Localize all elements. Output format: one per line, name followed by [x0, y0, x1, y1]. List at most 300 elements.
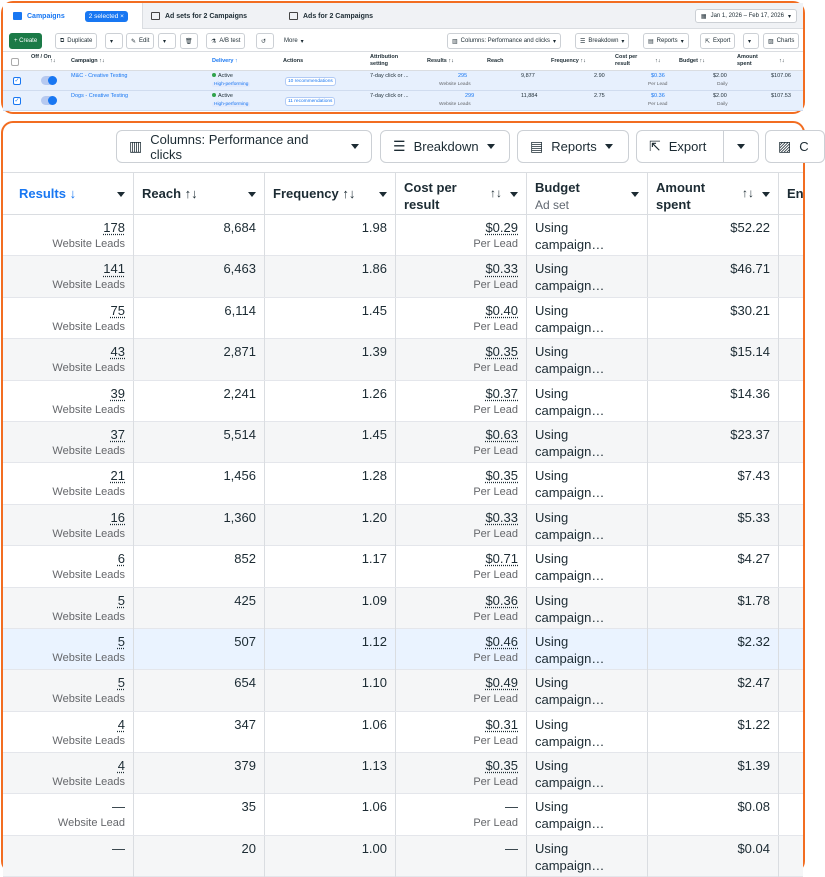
header-cpr[interactable]: [396, 173, 527, 216]
reports-icon: ▤: [648, 38, 654, 45]
frequency-cell: [265, 588, 396, 629]
table-row[interactable]: [3, 339, 803, 380]
edit-label: Edit: [139, 38, 150, 44]
campaign-toggle[interactable]: [41, 76, 57, 85]
cost-per-result-cell: [396, 215, 527, 256]
header-budget[interactable]: Budget ↑↓: [679, 58, 705, 64]
results-cell: [3, 339, 134, 380]
results-value[interactable]: 141: [103, 261, 125, 277]
export-icon: ⇱: [705, 38, 711, 45]
more-button[interactable]: [279, 33, 309, 49]
duplicate-dropdown[interactable]: [105, 33, 123, 49]
budget-cell: [527, 546, 648, 587]
export-dropdown[interactable]: [723, 130, 759, 163]
cost-per-result-cell: [396, 339, 527, 380]
results-cell: [3, 256, 134, 297]
reach-cell: [134, 215, 265, 256]
budget-value: Using campaign…: [535, 799, 605, 832]
budget-cell: [527, 670, 648, 711]
amount-spent-cell: [648, 422, 779, 463]
cost-per-result-value[interactable]: $0.35: [485, 344, 518, 360]
table-row[interactable]: [3, 256, 803, 297]
results-value[interactable]: 5: [117, 675, 125, 691]
charts-label: Charts: [776, 38, 795, 44]
tab-bar: [3, 3, 803, 29]
frequency-cell: [265, 712, 396, 753]
create-button[interactable]: [9, 33, 42, 49]
breakdown-icon: ☰: [580, 38, 586, 45]
results-unit: Website Leads: [52, 569, 125, 582]
cost-per-result-value[interactable]: $0.49: [485, 675, 518, 691]
campaign-table-header: [3, 51, 803, 71]
amount-spent-value: $1.22: [737, 716, 770, 732]
budget-value: Using campaign…: [535, 758, 605, 791]
frequency-value: 1.86: [361, 261, 387, 277]
budget-value: Using campaign…: [535, 385, 605, 418]
budget-cell: [527, 505, 648, 546]
cost-per-result-unit: Per Lead: [473, 776, 518, 789]
cost-per-result-unit: Per Lead: [473, 734, 518, 747]
chevron-down-icon: [351, 144, 359, 149]
row-checkbox[interactable]: ✓: [14, 78, 20, 84]
campaign-row[interactable]: [3, 91, 803, 111]
results-cell: [3, 712, 134, 753]
ab-test-button[interactable]: [206, 33, 245, 49]
results-value[interactable]: 39: [110, 385, 125, 401]
results-unit: Website Leads: [52, 651, 125, 664]
chevron-down-icon: ▾: [748, 38, 752, 45]
delivery-status: [212, 93, 233, 99]
budget-unit: Daily: [717, 102, 728, 107]
results-value[interactable]: 299: [465, 93, 475, 99]
export-label: Export: [668, 139, 707, 154]
breakdown-label: Breakdown: [588, 38, 619, 44]
cost-per-result-unit: Per Lead: [473, 444, 518, 457]
cpr-value[interactable]: $0.36: [651, 93, 665, 99]
header-frequency[interactable]: [265, 173, 396, 216]
amount-spent-value: $23.37: [730, 426, 770, 442]
chart-icon: ▨: [778, 138, 792, 154]
header-frequency-label: Frequency ↑↓: [273, 186, 356, 201]
results-value[interactable]: 4: [117, 758, 125, 774]
cost-per-result-value[interactable]: $0.35: [485, 468, 518, 484]
frequency-cell: [265, 422, 396, 463]
export-button[interactable]: [700, 33, 735, 49]
recommendations-badge[interactable]: 10 recommendations: [285, 77, 336, 86]
reach-value: 20: [241, 840, 256, 856]
results-unit: Website Leads: [52, 486, 125, 499]
reach-cell: [134, 794, 265, 835]
frequency-value: 1.06: [361, 716, 387, 732]
cost-per-result-unit: Per Lead: [473, 651, 518, 664]
amount-spent-value: $15.14: [730, 344, 770, 360]
attribution-setting: 7-day click or ...: [370, 73, 409, 79]
export-dropdown[interactable]: [743, 33, 759, 49]
amount-spent-value: $1.39: [737, 758, 770, 774]
amount-spent-value: $46.71: [730, 261, 770, 277]
results-unit: Website Leads: [52, 279, 125, 292]
select-all-checkbox[interactable]: [11, 58, 19, 66]
header-results[interactable]: [3, 173, 134, 216]
budget-cell: [527, 339, 648, 380]
chevron-down-icon: [737, 144, 745, 149]
results-value[interactable]: 21: [110, 468, 125, 484]
amount-spent-cell: [648, 753, 779, 794]
columns-icon: ▥: [452, 38, 458, 45]
reach-cell: [134, 463, 265, 504]
trash-icon: 🗑: [185, 38, 193, 45]
table-row[interactable]: [3, 546, 803, 587]
frequency-cell: [265, 339, 396, 380]
results-unit: Website Leads: [52, 362, 125, 375]
results-value[interactable]: 43: [110, 344, 125, 360]
chevron-down-icon: ▾: [163, 38, 167, 45]
reach-value: 35: [241, 799, 256, 815]
results-value[interactable]: 5: [117, 592, 125, 608]
chevron-down-icon: ▾: [621, 38, 625, 45]
reach-value: 6,114: [224, 302, 256, 318]
chart-icon: ▨: [768, 38, 774, 45]
results-cell: [3, 836, 134, 877]
header-campaign[interactable]: Campaign ↑↓: [71, 58, 105, 64]
header-amount[interactable]: Amount spent: [737, 54, 758, 67]
cost-per-result-value[interactable]: $0.35: [485, 758, 518, 774]
tab-ads[interactable]: [289, 3, 429, 29]
frequency-value: 1.17: [361, 551, 387, 567]
table-row[interactable]: [3, 463, 803, 504]
frequency-value: 2.90: [594, 73, 605, 79]
breakdown-icon: ☰: [393, 138, 406, 154]
reports-button[interactable]: [517, 130, 629, 163]
delivery-label: Active: [218, 93, 233, 99]
reach-value: 2,241: [223, 385, 256, 401]
chevron-down-icon: [510, 192, 518, 197]
cost-per-result-value[interactable]: $0.29: [485, 220, 518, 235]
table-row[interactable]: [3, 422, 803, 463]
header-frequency[interactable]: Frequency ↑↓: [551, 58, 586, 64]
results-unit: Website Leads: [52, 734, 125, 747]
results-value[interactable]: 16: [110, 509, 125, 525]
breakdown-button[interactable]: [380, 130, 510, 163]
results-unit: Website Leads: [52, 610, 125, 623]
frequency-value: 1.28: [361, 468, 387, 484]
amount-spent-cell: [648, 505, 779, 546]
calendar-icon: ▦: [700, 13, 707, 20]
header-reach[interactable]: [134, 173, 265, 216]
cost-per-result-value[interactable]: $0.33: [485, 261, 518, 277]
duplicate-button[interactable]: [55, 33, 97, 49]
cost-per-result-unit: Per Lead: [473, 362, 518, 375]
cost-per-result-value[interactable]: $0.31: [485, 716, 518, 732]
results-cell: [3, 505, 134, 546]
cost-per-result-cell: [396, 629, 527, 670]
campaign-name[interactable]: M&C - Creative Testing: [71, 73, 128, 79]
delivery-status: [212, 73, 233, 79]
table-row[interactable]: [3, 298, 803, 339]
grid-icon: [151, 12, 160, 20]
selected-count-pill[interactable]: 2 selected ×: [85, 11, 128, 22]
edit-dropdown[interactable]: [158, 33, 176, 49]
reach-value: 425: [234, 592, 256, 608]
header-results[interactable]: Results ↑↓: [427, 58, 454, 64]
results-value[interactable]: —: [112, 840, 125, 856]
reach-value: 347: [234, 716, 256, 732]
cost-per-result-value[interactable]: $0.33: [485, 509, 518, 525]
results-cell: [3, 546, 134, 587]
cost-per-result-unit: Per Lead: [473, 527, 518, 540]
amount-value: $107.06: [771, 73, 791, 79]
campaign-toggle[interactable]: [41, 96, 57, 105]
cost-per-result-unit: Per Lead: [473, 817, 518, 830]
results-value[interactable]: 75: [110, 302, 125, 318]
amount-spent-value: $52.22: [730, 220, 770, 235]
export-icon: ⇱: [649, 138, 661, 154]
reach-value: 8,684: [223, 220, 256, 235]
results-value[interactable]: 295: [458, 73, 468, 79]
cost-per-result-cell: [396, 712, 527, 753]
campaign-row[interactable]: [3, 71, 803, 91]
chevron-down-icon: ▾: [300, 38, 304, 45]
results-unit: Website Lead: [57, 817, 125, 830]
reach-cell: [134, 546, 265, 587]
header-cpr-sort[interactable]: ↑↓: [655, 58, 661, 64]
columns-label: Columns: Performance and clicks: [150, 131, 309, 162]
reach-cell: [134, 753, 265, 794]
campaign-name[interactable]: Dogs - Creative Testing: [71, 93, 129, 99]
header-cpr[interactable]: Cost per result: [615, 54, 638, 67]
header-end[interactable]: En: [787, 186, 804, 201]
folder-icon: [13, 12, 22, 20]
duplicate-label: Duplicate: [67, 38, 93, 44]
reach-value: 9,877: [521, 73, 535, 79]
row-checkbox[interactable]: ✓: [14, 98, 20, 104]
amount-spent-cell: [648, 836, 779, 877]
date-range-label: Jan 1, 2026 – Feb 17, 2026: [710, 13, 784, 19]
tab-adsets[interactable]: [151, 3, 281, 29]
header-budget[interactable]: [527, 173, 648, 216]
columns-button[interactable]: [116, 130, 372, 163]
reach-value: 507: [234, 633, 256, 649]
campaigns-overview-panel: [1, 1, 805, 114]
results-cell: [3, 753, 134, 794]
delete-button[interactable]: [180, 33, 198, 49]
amount-spent-cell: [648, 339, 779, 380]
table-row[interactable]: [3, 712, 803, 753]
status-dot-icon: [212, 93, 216, 97]
amount-spent-value: $30.21: [730, 302, 770, 318]
table-row[interactable]: [3, 836, 803, 877]
results-value[interactable]: —: [112, 799, 125, 815]
undo-icon: ↺: [261, 38, 267, 45]
frequency-cell: [265, 794, 396, 835]
columns-button[interactable]: [447, 33, 561, 49]
amount-spent-cell: [648, 215, 779, 256]
amount-spent-cell: [648, 588, 779, 629]
status-dot-icon: [212, 73, 216, 77]
reports-label: Reports: [656, 38, 678, 44]
cost-per-result-value[interactable]: $0.40: [485, 302, 518, 318]
charts-button[interactable]: [763, 33, 799, 49]
frequency-cell: [265, 463, 396, 504]
cost-per-result-cell: [396, 256, 527, 297]
cost-per-result-unit: Per Lead: [473, 486, 518, 499]
amount-spent-cell: [648, 298, 779, 339]
reach-cell: [134, 339, 265, 380]
amount-spent-cell: [648, 381, 779, 422]
results-cell: [3, 629, 134, 670]
charts-button[interactable]: [765, 130, 825, 163]
header-reach[interactable]: Reach: [487, 58, 504, 64]
amount-spent-value: $1.78: [737, 592, 770, 608]
header-offon-sort[interactable]: ↑↓: [50, 58, 56, 64]
table-row[interactable]: [3, 505, 803, 546]
results-value[interactable]: 178: [103, 220, 125, 235]
reports-icon: ▤: [530, 138, 544, 154]
adset-metrics-panel: [1, 121, 809, 873]
frequency-value: 1.09: [361, 592, 387, 608]
budget-value: Using campaign…: [535, 344, 605, 377]
attribution-setting: 7-day click or ...: [370, 93, 409, 99]
frequency-value: 1.12: [361, 633, 387, 649]
results-cell: [3, 298, 134, 339]
breakdown-button[interactable]: [575, 33, 629, 49]
cost-per-result-unit: Per Lead: [473, 403, 518, 416]
amount-spent-value: $7.43: [737, 468, 770, 484]
header-actions[interactable]: Actions: [283, 58, 304, 64]
chevron-down-icon: [379, 192, 387, 197]
cpr-unit: Per Lead: [648, 82, 668, 87]
results-unit: Website Leads: [52, 238, 125, 250]
export-button[interactable]: [636, 130, 724, 163]
frequency-cell: [265, 629, 396, 670]
amount-spent-value: $14.36: [730, 385, 770, 401]
date-range-picker[interactable]: [695, 9, 797, 23]
reach-cell: [134, 422, 265, 463]
header-amount[interactable]: [648, 173, 779, 216]
edit-button[interactable]: [126, 33, 154, 49]
results-value[interactable]: 4: [117, 716, 125, 732]
budget-value: $2.00: [713, 93, 727, 99]
results-unit: Website Leads: [52, 320, 125, 333]
reach-value: 1,360: [223, 509, 256, 525]
frequency-value: 2.75: [594, 93, 605, 99]
header-cpr-label: Cost per result: [404, 180, 457, 212]
table-row[interactable]: [3, 794, 803, 835]
reach-value: 1,456: [223, 468, 256, 484]
chevron-down-icon: [631, 192, 639, 197]
reach-cell: [134, 712, 265, 753]
cost-per-result-unit: Per Lead: [473, 693, 518, 706]
cost-per-result-value[interactable]: $0.37: [485, 385, 518, 401]
cost-per-result-cell: [396, 836, 527, 877]
frequency-value: 1.13: [361, 758, 387, 774]
reach-value: 852: [234, 551, 256, 567]
cost-per-result-value[interactable]: —: [505, 840, 518, 856]
frequency-value: 1.26: [361, 385, 387, 401]
budget-unit: Daily: [717, 82, 728, 87]
tab-campaigns-label: Campaigns: [27, 12, 65, 20]
table-row[interactable]: [3, 588, 803, 629]
results-value[interactable]: 6: [117, 551, 125, 567]
cost-per-result-unit: Per Lead: [473, 610, 518, 623]
results-cell: [3, 588, 134, 629]
results-cell: [3, 422, 134, 463]
results-cell: [3, 463, 134, 504]
cpr-value[interactable]: $0.36: [651, 73, 665, 79]
cost-per-result-cell: [396, 670, 527, 711]
reach-cell: [134, 298, 265, 339]
header-delivery[interactable]: Delivery ↑: [212, 58, 238, 64]
cost-per-result-value[interactable]: $0.71: [485, 551, 518, 567]
reach-cell: [134, 256, 265, 297]
tab-adsets-label: Ad sets for 2 Campaigns: [165, 12, 248, 20]
chevron-down-icon: [762, 192, 770, 197]
frequency-value: 1.00: [361, 840, 387, 856]
delivery-label: Active: [218, 73, 233, 79]
recommendations-badge[interactable]: 11 recommendations: [285, 97, 335, 106]
chevron-down-icon: [487, 144, 495, 149]
chevron-down-icon: [248, 192, 256, 197]
cost-per-result-value[interactable]: —: [505, 799, 518, 815]
cost-per-result-value[interactable]: $0.46: [485, 633, 518, 649]
sort-icon: ↑↓: [742, 186, 754, 200]
cost-per-result-unit: Per Lead: [473, 279, 518, 292]
table-row[interactable]: [3, 670, 803, 711]
table-row[interactable]: [3, 753, 803, 794]
header-results-label: Results ↓: [19, 186, 77, 201]
cost-per-result-value[interactable]: $0.63: [485, 426, 518, 442]
table-row[interactable]: [3, 381, 803, 422]
frequency-cell: [265, 215, 396, 256]
header-offon[interactable]: Off / On: [31, 54, 52, 60]
results-value[interactable]: 37: [110, 426, 125, 442]
results-value[interactable]: 5: [117, 633, 125, 649]
amount-spent-cell: [648, 794, 779, 835]
reach-cell: [134, 629, 265, 670]
budget-cell: [527, 298, 648, 339]
table-row[interactable]: [3, 215, 803, 256]
toolbar: [3, 29, 803, 51]
cost-per-result-value[interactable]: $0.36: [485, 592, 518, 608]
budget-value: Using campaign…: [535, 592, 605, 625]
header-attribution[interactable]: Attribution setting: [370, 54, 399, 67]
frequency-cell: [265, 256, 396, 297]
high-performing-badge: High-performing: [214, 102, 249, 107]
reports-button[interactable]: [643, 33, 689, 49]
frequency-value: 1.20: [361, 509, 387, 525]
budget-value: Using campaign…: [535, 302, 605, 335]
pencil-icon: ✎: [131, 38, 137, 45]
results-unit: Website Leads: [52, 444, 125, 457]
amount-value: $107.53: [771, 93, 791, 99]
results-cell: [3, 794, 134, 835]
amount-spent-value: $2.32: [737, 633, 770, 649]
budget-value: Using campaign…: [535, 509, 605, 542]
budget-value: Using campaign…: [535, 220, 605, 252]
tab-ads-label: Ads for 2 Campaigns: [303, 12, 374, 20]
cost-per-result-cell: [396, 298, 527, 339]
table-row[interactable]: [3, 629, 803, 670]
undo-button[interactable]: [256, 33, 274, 49]
header-amount-sort[interactable]: ↑↓: [779, 58, 785, 64]
duplicate-icon: ⧉: [60, 37, 65, 44]
amount-spent-cell: [648, 629, 779, 670]
frequency-value: 1.98: [361, 220, 387, 235]
budget-cell: [527, 629, 648, 670]
reach-value: 2,871: [223, 344, 256, 360]
results-unit: Website Leads: [52, 693, 125, 706]
tab-campaigns[interactable]: [3, 3, 143, 29]
